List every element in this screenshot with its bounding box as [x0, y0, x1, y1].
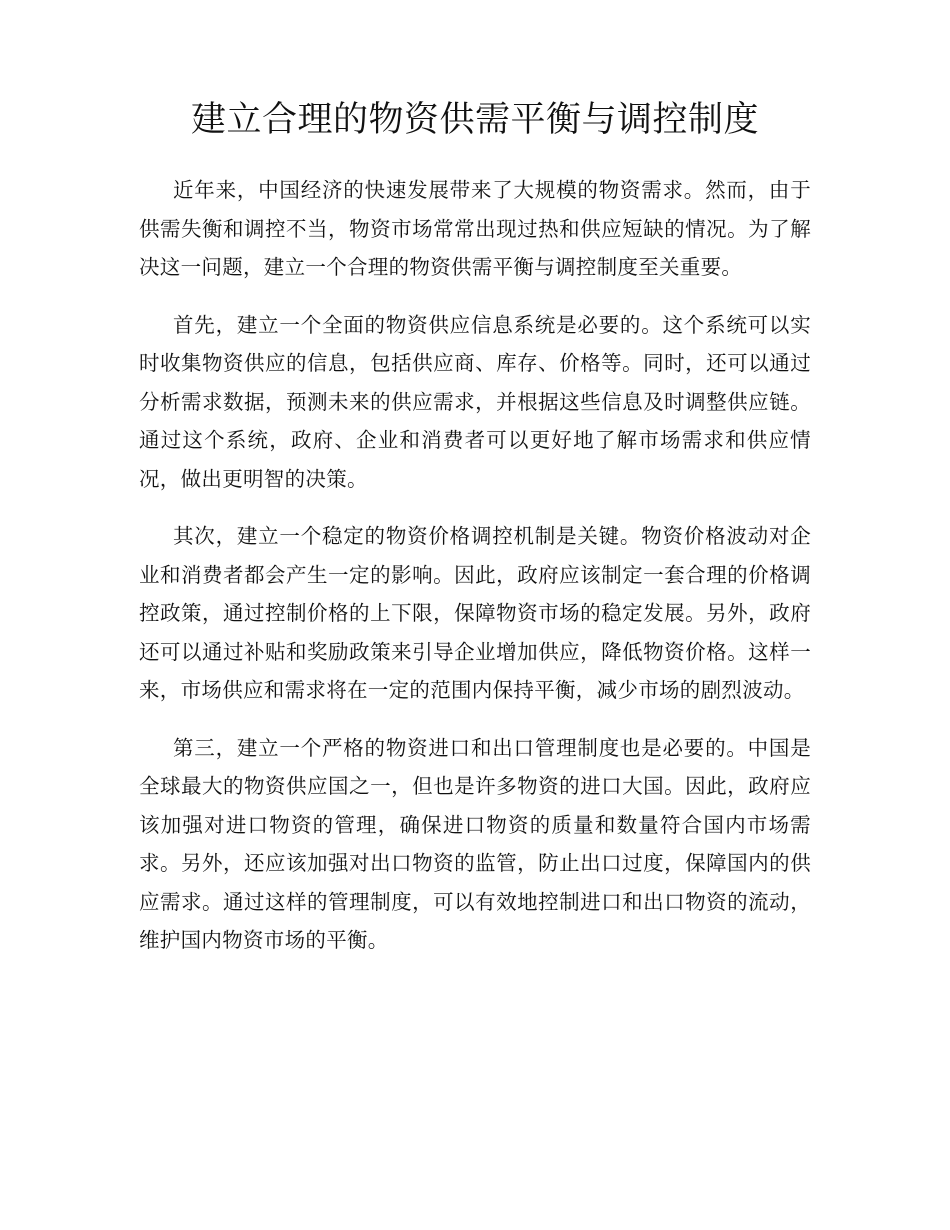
paragraph-info-system: 首先，建立一个全面的物资供应信息系统是必要的。这个系统可以实时收集物资供应的信息，包括供应商、库存、价格等。同时，还可以通过分析需求数据，预测未来的供应需求，并根据这些信息及时调整供应链。通过这个系统，政府、企业和消费者可以更好地了解市场需求和供应情况，做出更明智的决策。 [139, 312, 811, 491]
paragraph-price-control: 其次，建立一个稳定的物资价格调控机制是关键。物资价格波动对企业和消费者都会产生一定的影响。因此，政府应该制定一套合理的价格调控政策，通过控制价格的上下限，保障物资市场的稳定发展。另外，政府还可以通过补贴和奖励政策来引导企业增加供应，降低物资价格。这样一来，市场供应和需求将在一定的范围内保持平衡，减少市场的剧烈波动。 [139, 524, 811, 702]
paragraph-intro: 近年来，中国经济的快速发展带来了大规模的物资需求。然而，由于供需失衡和调控不当，物资市场常常出现过热和供应短缺的情况。为了解决这一问题，建立一个合理的物资供需平衡与调控制度至关重要。 [139, 178, 811, 279]
document-body [139, 171, 811, 979]
document-title: 建立合理的物资供需平衡与调控制度 [190, 100, 759, 140]
paragraph-import-export: 第三，建立一个严格的物资进口和出口管理制度也是必要的。中国是全球最大的物资供应国之一，但也是许多物资的进口大国。因此，政府应该加强对进口物资的管理，确保进口物资的质量和数量符合国内市场需求。另外，还应该加强对出口物资的监管，防止出口过度，保障国内的供应需求。通过这样的管理制度，可以有效地控制进口和出口物资的流动，维护国内物资市场的平衡。 [139, 735, 811, 952]
